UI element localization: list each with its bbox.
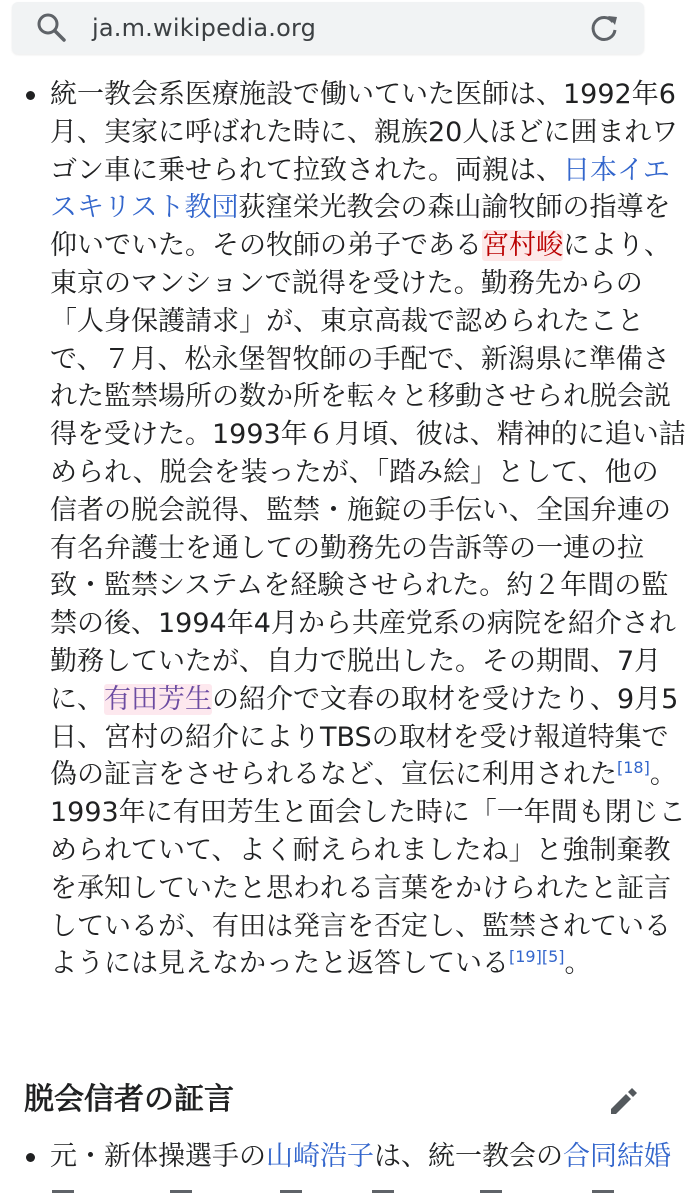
paragraph-text	[50, 76, 686, 983]
text-line	[50, 756, 677, 794]
text-segment: ゴン車に乗せられて拉致された。両親は、	[50, 154, 563, 186]
text-line	[50, 794, 686, 832]
wiki-link[interactable]: 有田芳生	[104, 683, 212, 715]
text-line	[50, 719, 669, 757]
text-segment: 信者の脱会説得、監禁・施錠の手伝い、全国弁連の	[50, 494, 671, 526]
forward-icon[interactable]	[170, 1190, 192, 1203]
bullet-icon	[26, 1153, 35, 1162]
text-segment: しているが、有田は発言を否定し、監禁されている	[50, 910, 671, 942]
text-segment: 統一教会系医療施設で働いていた医師は、1992年6	[50, 79, 676, 110]
menu-icon[interactable]	[592, 1190, 614, 1203]
text-segment: の紹介で文春の取材を受けたり、9月5	[212, 683, 679, 715]
browser-toolbar	[0, 0, 664, 64]
text-segment: められていて、よく耐えられましたね」と強制棄教	[50, 834, 671, 866]
text-segment: で、７月、松永堡智牧師の手配で、新潟県に準備さ	[50, 343, 670, 375]
text-segment: 偽の証言をさせられるなど、宣伝に利用された	[50, 759, 617, 791]
text-segment: 仰いでいた。その牧師の弟子である	[50, 230, 482, 262]
tabs-icon[interactable]	[480, 1190, 502, 1203]
text-segment: 日、宮村の紹介によりTBSの取材を受け報道特集で	[50, 721, 669, 753]
wiki-link[interactable]: 日本イエ	[563, 154, 670, 186]
wiki-link[interactable]: 合同結婚	[563, 1141, 671, 1172]
bookmarks-icon[interactable]	[372, 1190, 394, 1203]
text-line	[50, 454, 659, 492]
text-segment: 東京のマンションで説得を受けた。勤務先からの	[50, 267, 643, 299]
section-heading[interactable]: 脱会信者の証言	[24, 1082, 234, 1117]
wiki-link[interactable]: 山崎浩子	[266, 1141, 374, 1172]
text-segment: れた監禁場所の数か所を転々と移動させられ脱会説	[50, 381, 671, 413]
text-line	[50, 870, 671, 908]
text-segment: ようには見えなかったと返答している	[50, 948, 509, 980]
text-line	[50, 605, 676, 643]
text-segment: 「人身保護請求」が、東京高裁で認められたこと	[50, 305, 644, 337]
text-segment: 荻窪栄光教会の森山諭牧師の指導を	[238, 192, 671, 224]
text-line	[50, 908, 671, 946]
text-line	[50, 114, 679, 152]
text-segment: 元・新体操選手の	[50, 1141, 266, 1172]
text-line	[50, 189, 671, 227]
text-line	[50, 1138, 671, 1176]
home-icon[interactable]	[280, 1190, 302, 1203]
text-line	[50, 567, 669, 605]
text-line	[50, 303, 644, 341]
text-line	[50, 341, 670, 379]
wiki-link[interactable]: スキリスト教団	[50, 192, 239, 224]
text-line	[50, 265, 643, 303]
text-line	[50, 416, 686, 454]
text-segment: 有名弁護士を通しての勤務先の告訴等の一連の拉	[50, 532, 644, 564]
text-segment: 禁の後、1994年4月から共産党系の病院を紹介され	[50, 608, 676, 640]
reference-link[interactable]: [18]	[617, 758, 650, 778]
bullet-icon	[26, 91, 35, 100]
text-segment: 致・監禁システムを経験させられた。約２年間の監	[50, 570, 669, 602]
bottom-navigation-bar	[0, 1184, 664, 1200]
text-segment: 得を受けた。1993年６月頃、彼は、精神的に追い詰	[50, 419, 686, 451]
text-line	[50, 945, 640, 983]
text-line	[50, 530, 644, 568]
address-bar[interactable]	[12, 2, 644, 54]
text-segment: 勤務していたが、自力で脱出した。その期間、7月	[50, 645, 662, 677]
text-line	[50, 76, 676, 114]
text-segment: 。	[564, 948, 592, 980]
paragraph-text	[50, 1138, 671, 1176]
text-line	[50, 832, 671, 870]
back-icon[interactable]	[52, 1190, 74, 1203]
reference-link[interactable]: [19]	[509, 947, 542, 967]
text-segment: に、	[50, 683, 104, 715]
reference-link[interactable]: [5]	[541, 947, 565, 967]
search-icon[interactable]	[34, 10, 70, 46]
text-segment: 月、実家に呼ばれた時に、親族20人ほどに囲まれワ	[50, 116, 679, 148]
text-segment: 。	[649, 759, 677, 791]
text-segment: 1993年に有田芳生と面会した時に「一年間も閉じこ	[50, 797, 686, 829]
text-line	[50, 492, 671, 530]
text-line	[50, 643, 662, 681]
text-line	[50, 227, 671, 265]
text-segment: められ、脱会を装ったが、「踏み絵」として、他の	[50, 456, 659, 488]
text-line	[50, 378, 671, 416]
text-line	[50, 152, 670, 190]
text-segment: は、統一教会の	[374, 1141, 563, 1172]
pencil-edit-icon[interactable]	[606, 1084, 640, 1118]
reload-icon[interactable]	[586, 10, 622, 46]
text-segment: により、	[563, 230, 671, 262]
url-text[interactable]: ja.m.wikipedia.org	[92, 14, 317, 42]
text-segment: を承知していたと思われる言葉をかけられたと証言	[50, 872, 671, 904]
wiki-link[interactable]: 宮村峻	[482, 230, 563, 262]
text-line	[50, 681, 679, 719]
